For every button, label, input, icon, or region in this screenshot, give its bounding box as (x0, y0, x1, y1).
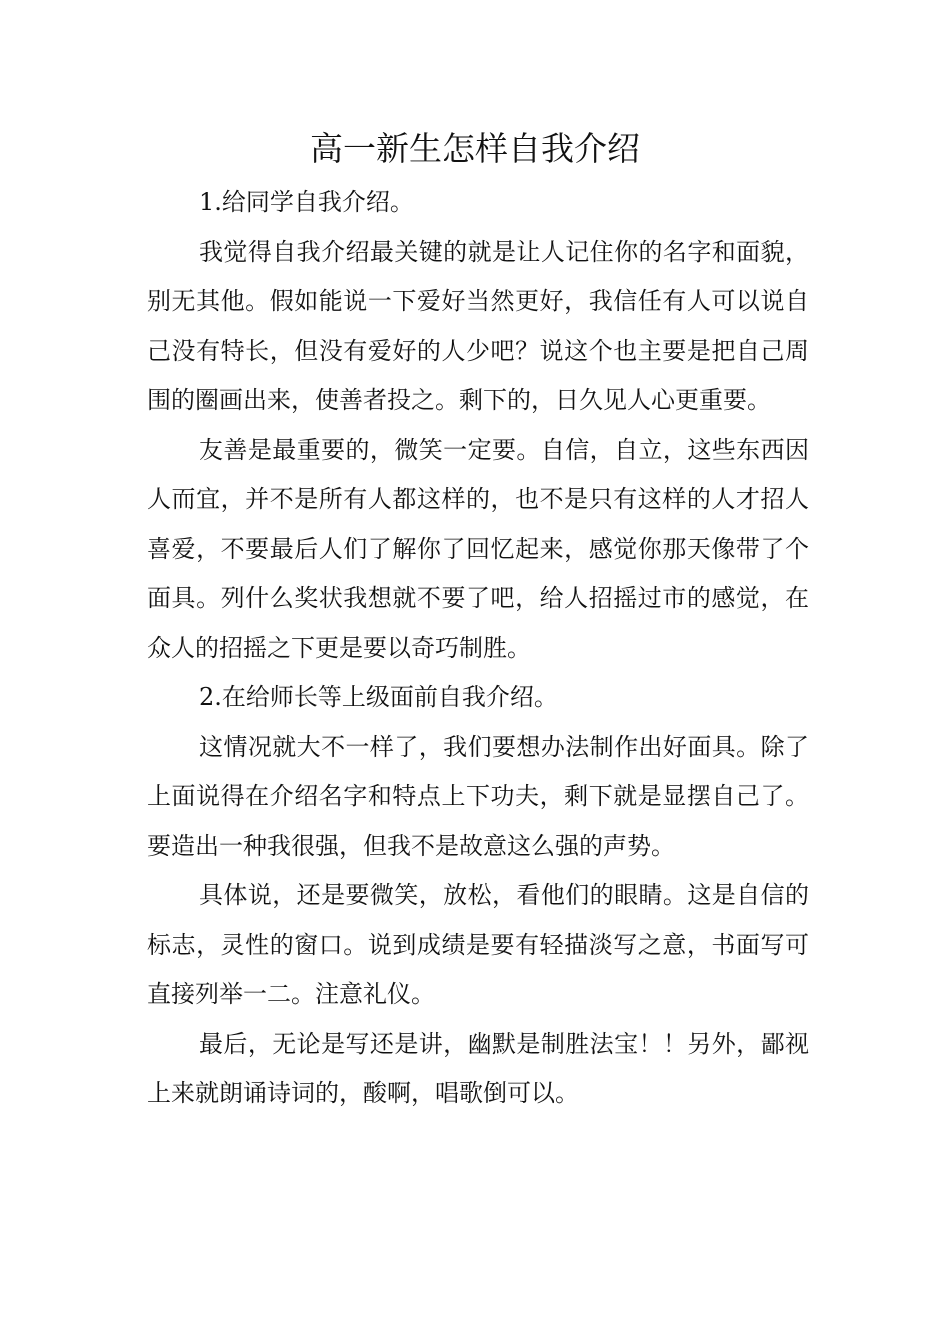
document-body (147, 178, 809, 1119)
section-heading-2: 2.在给师长等上级面前自我介绍。 (199, 683, 558, 711)
paragraph: 这情况就大不一样了，我们要想办法制作出好面具。除了上面说得在介绍名字和特点上下功夫，剩下就是显摆自己了。要造出一种我很强，但我不是故意这么强的声势。 (147, 732, 809, 860)
paragraph: 最后，无论是写还是讲，幽默是制胜法宝！！另外，鄙视上来就朗诵诗词的，酸啊，唱歌倒可以。 (147, 1029, 809, 1107)
paragraph: 友善是最重要的，微笑一定要。自信，自立，这些东西因人而宜，并不是所有人都这样的，也不是只有这样的人才招人喜爱，不要最后人们了解你了回忆起来，感觉你那天像带了个面具。列什么奖状我想就不要了吧，给人招摇过市的感觉，在众人的招摇之下更是要以奇巧制胜。 (147, 435, 809, 662)
section-heading-1: 1.给同学自我介绍。 (199, 188, 414, 216)
paragraph: 具体说，还是要微笑，放松，看他们的眼睛。这是自信的标志，灵性的窗口。说到成绩是要有轻描淡写之意，书面写可直接列举一二。注意礼仪。 (147, 881, 809, 1008)
paragraph: 我觉得自我介绍最关键的就是让人记住你的名字和面貌，别无其他。假如能说一下爱好当然更好，我信任有人可以说自己没有特长，但没有爱好的人少吧？说这个也主要是把自己周围的圈画出来，使善者投之。剩下的，日久见人心更重要。 (147, 237, 809, 414)
document-title: 高一新生怎样自我介绍 (310, 129, 640, 168)
